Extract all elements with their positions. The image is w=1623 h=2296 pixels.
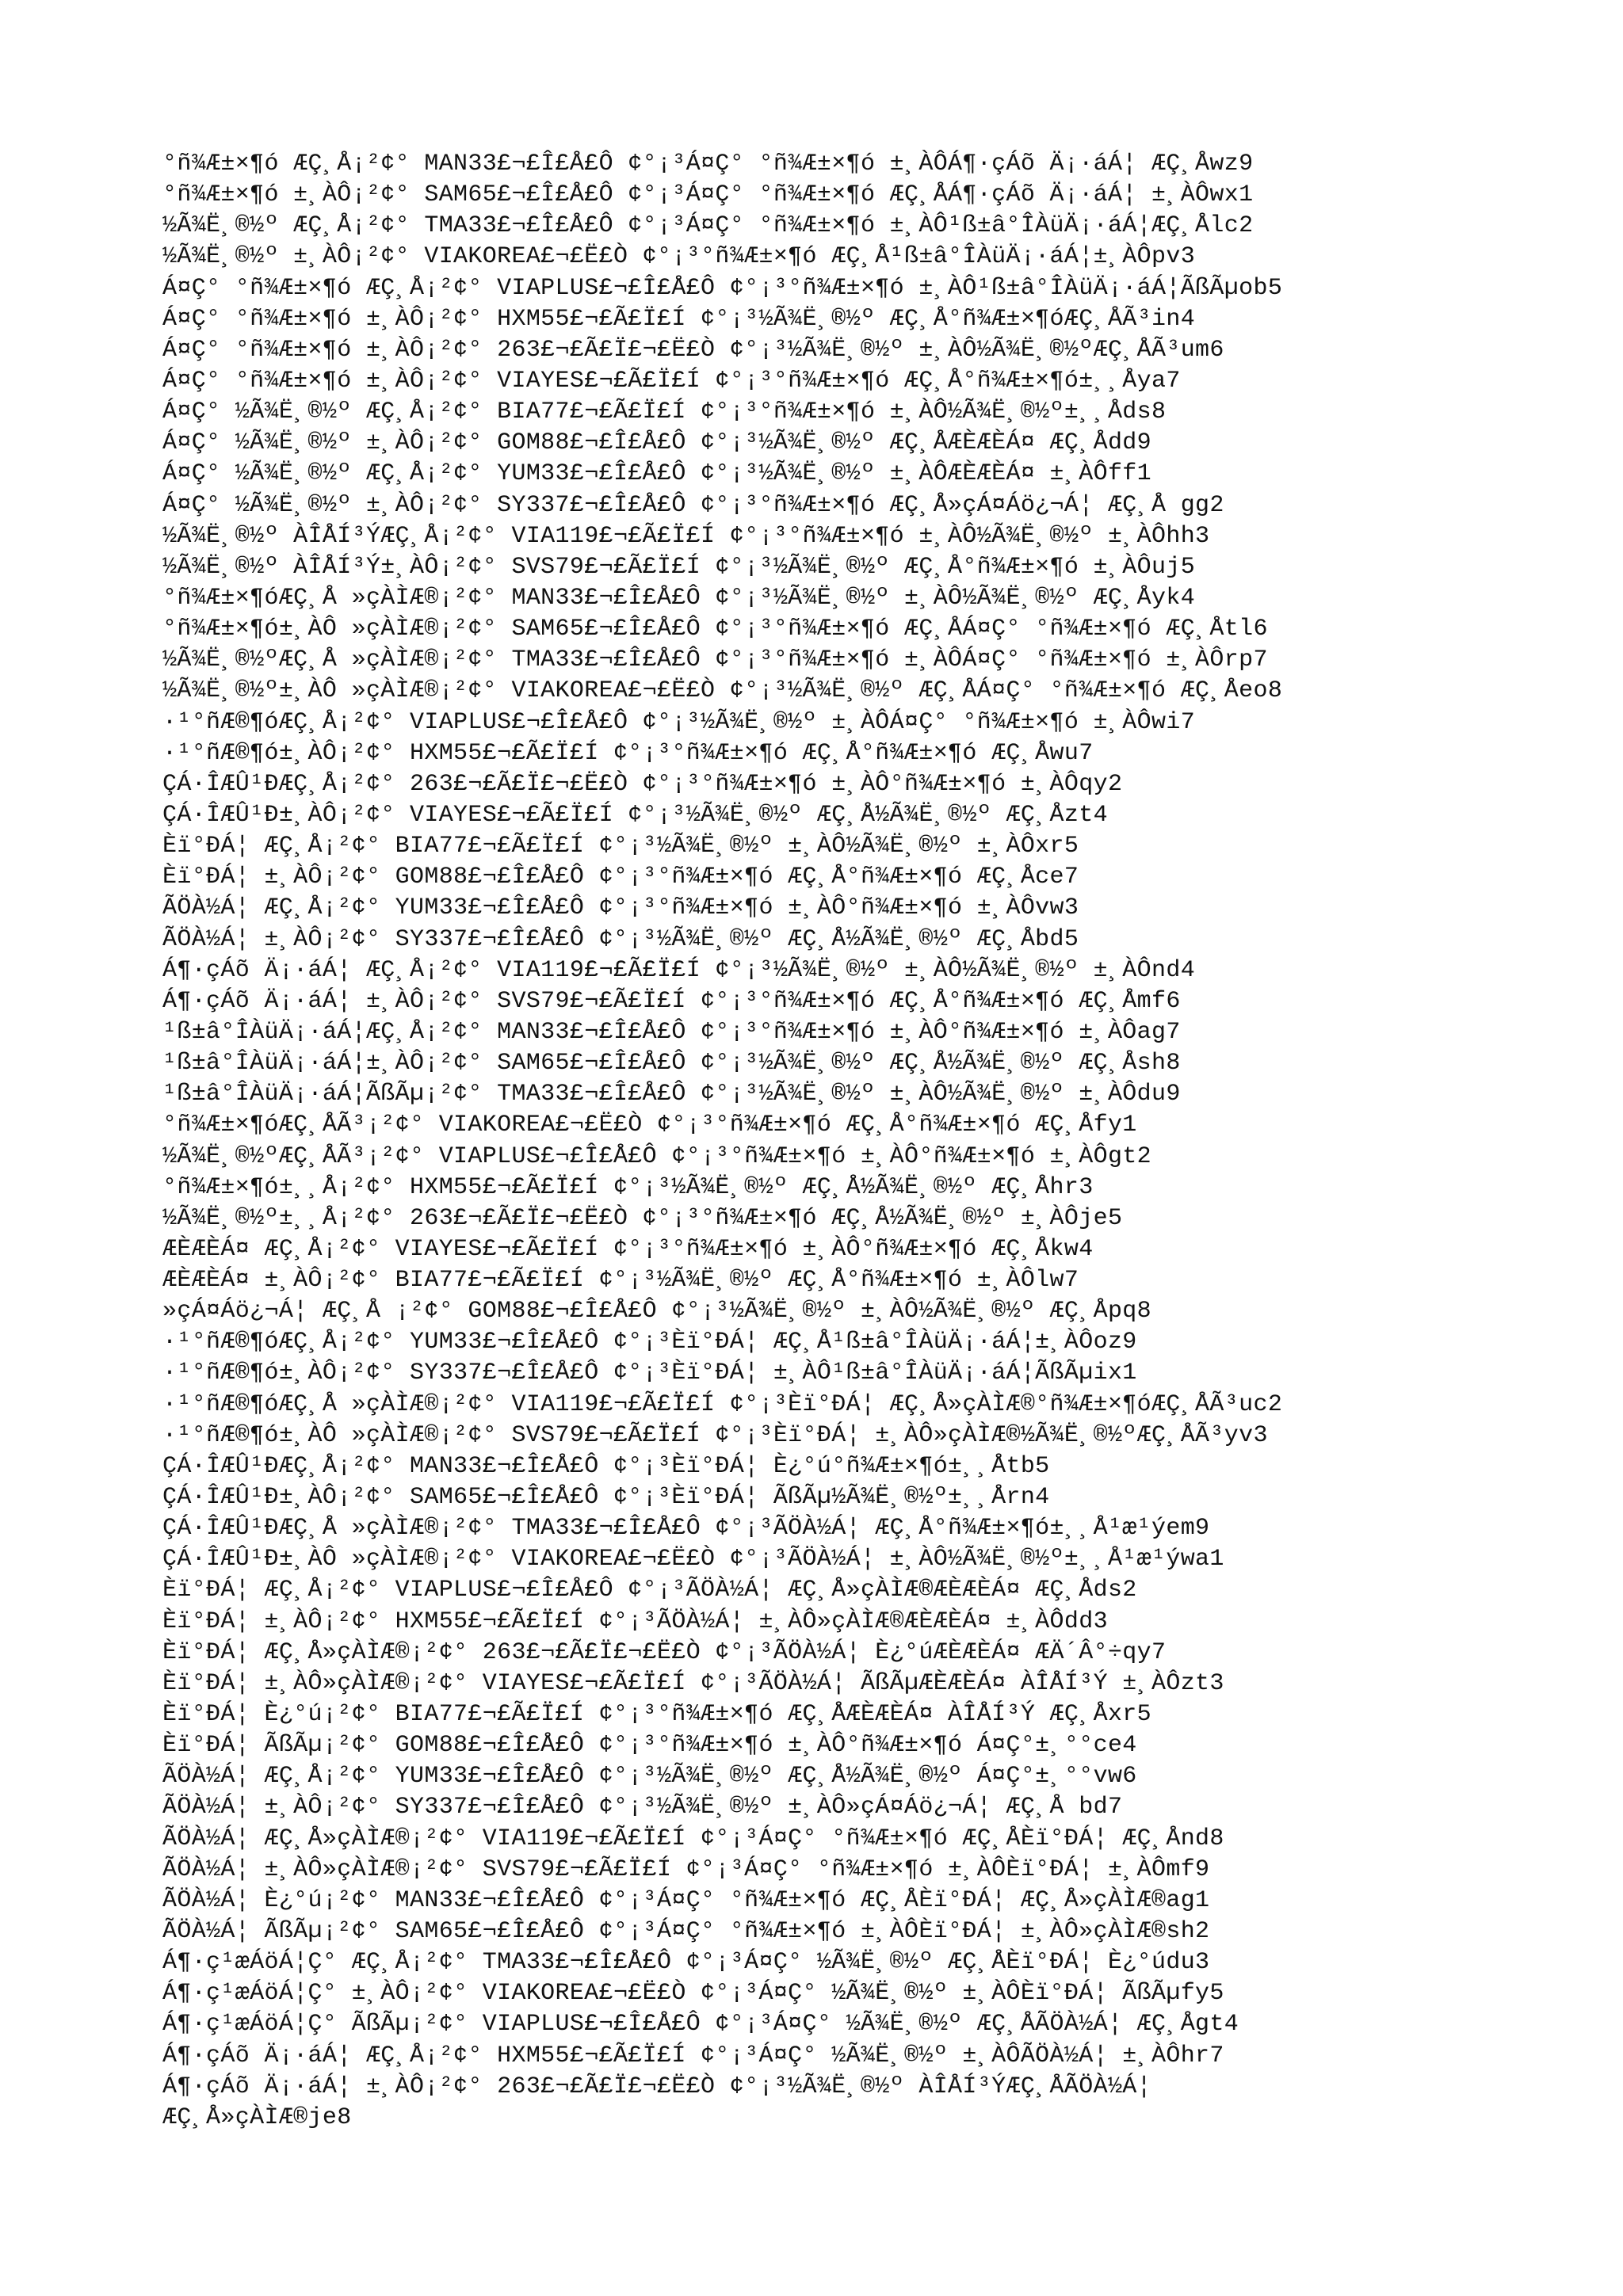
text-line: ÃÖÀ½Á¦ ±¸ÀÔ¡²¢° SY337£¬£Î£Å£Ô ¢°¡³½Ã¾Ë¸®½º ÆÇ¸Å½Ã¾Ë¸®½º ÆÇ¸Åbd5 — [162, 925, 1079, 953]
text-line: ÃÖÀ½Á¦ ÆÇ¸Å»çÀÌÆ®¡²¢° VIA119£¬£Ã£Ï£Í ¢°¡³Á¤Ç° °ñ¾Æ±×¶ó ÆÇ¸ÅÈï°ÐÁ¦ ÆÇ¸Ånd8 — [162, 1825, 1224, 1852]
text-line: °ñ¾Æ±×¶óÆÇ¸ÅÃ³¡²¢° VIAKOREA£¬£Ë£Ò ¢°¡³°ñ¾Æ±×¶ó ÆÇ¸Å°ñ¾Æ±×¶ó ÆÇ¸Åfy1 — [162, 1112, 1137, 1139]
text-line: ·¹°ñÆ®¶ó±¸ÀÔ¡²¢° HXM55£¬£Ã£Ï£Í ¢°¡³°ñ¾Æ±×¶ó ÆÇ¸Å°ñ¾Æ±×¶ó ÆÇ¸Åwu7 — [162, 739, 1094, 767]
text-line: °ñ¾Æ±×¶óÆÇ¸Å »çÀÌÆ®¡²¢° MAN33£¬£Î£Å£Ô ¢°¡³½Ã¾Ë¸®½º ±¸ÀÔ½Ã¾Ë¸®½º ÆÇ¸Åyk4 — [162, 584, 1196, 612]
text-line: ÇÁ·ÎÆÛ¹Ð±¸ÀÔ¡²¢° SAM65£¬£Î£Å£Ô ¢°¡³Èï°ÐÁ¦ ÃßÃµ½Ã¾Ë¸®½º±¸¸Årn4 — [162, 1484, 1050, 1512]
text-line: »çÁ¤Áö¿¬Á¦ ÆÇ¸Å ¡²¢° GOM88£¬£Î£Å£Ô ¢°¡³½Ã¾Ë¸®½º ±¸ÀÔ½Ã¾Ë¸®½º ÆÇ¸Åpq8 — [162, 1298, 1151, 1325]
text-line: ·¹°ñÆ®¶óÆÇ¸Å¡²¢° VIAPLUS£¬£Î£Å£Ô ¢°¡³½Ã¾Ë¸®½º ±¸ÀÔÁ¤Ç° °ñ¾Æ±×¶ó ±¸ÀÔwi7 — [162, 708, 1196, 736]
text-line: ÆÈÆÈÁ¤ ±¸ÀÔ¡²¢° BIA77£¬£Ã£Ï£Í ¢°¡³½Ã¾Ë¸®½º ÆÇ¸Å°ñ¾Æ±×¶ó ±¸ÀÔlw7 — [162, 1267, 1079, 1295]
text-line: Èï°ÐÁ¦ È¿°ú¡²¢° BIA77£¬£Ã£Ï£Í ¢°¡³°ñ¾Æ±×¶ó ÆÇ¸ÅÆÈÆÈÁ¤ ÀÎÅÍ³Ý ÆÇ¸Åxr5 — [162, 1701, 1151, 1729]
text-line: Á¤Ç° °ñ¾Æ±×¶ó ±¸ÀÔ¡²¢° VIAYES£¬£Ã£Ï£Í ¢°¡³°ñ¾Æ±×¶ó ÆÇ¸Å°ñ¾Æ±×¶ó±¸¸Åya7 — [162, 367, 1181, 395]
text-line: ½Ã¾Ë¸®½º±¸¸Å¡²¢° 263£¬£Ã£Ï£¬£Ë£Ò ¢°¡³°ñ¾Æ±×¶ó ÆÇ¸Å½Ã¾Ë¸®½º ±¸ÀÔje5 — [162, 1204, 1123, 1232]
text-line: ¹ß±â°ÎÀüÄ¡·áÁ¦±¸ÀÔ¡²¢° SAM65£¬£Î£Å£Ô ¢°¡³½Ã¾Ë¸®½º ÆÇ¸Å½Ã¾Ë¸®½º ÆÇ¸Åsh8 — [162, 1050, 1181, 1077]
text-line: ÇÁ·ÎÆÛ¹ÐÆÇ¸Å »çÀÌÆ®¡²¢° TMA33£¬£Î£Å£Ô ¢°¡³ÃÖÀ½Á¦ ÆÇ¸Å°ñ¾Æ±×¶ó±¸¸Å¹æ¹ýem9 — [162, 1515, 1210, 1543]
text-line: Á¶·ç¹æÁöÁ¦Ç° ÃßÃµ¡²¢° VIAPLUS£¬£Î£Å£Ô ¢°¡³Á¤Ç° ½Ã¾Ë¸®½º ÆÇ¸ÅÃÖÀ½Á¦ ÆÇ¸Ågt4 — [162, 2011, 1239, 2039]
text-line: ÇÁ·ÎÆÛ¹ÐÆÇ¸Å¡²¢° MAN33£¬£Î£Å£Ô ¢°¡³Èï°ÐÁ¦ È¿°ú°ñ¾Æ±×¶ó±¸¸Åtb5 — [162, 1452, 1050, 1480]
text-line: ½Ã¾Ë¸®½º ÀÎÅÍ³Ý±¸ÀÔ¡²¢° SVS79£¬£Ã£Ï£Í ¢°¡³½Ã¾Ë¸®½º ÆÇ¸Å°ñ¾Æ±×¶ó ±¸ÀÔuj5 — [162, 553, 1196, 581]
text-line: ·¹°ñÆ®¶óÆÇ¸Å¡²¢° YUM33£¬£Î£Å£Ô ¢°¡³Èï°ÐÁ¦ ÆÇ¸Å¹ß±â°ÎÀüÄ¡·áÁ¦±¸ÀÔoz9 — [162, 1329, 1137, 1356]
text-line: Á¶·çÁõ Ä¡·áÁ¦ ±¸ÀÔ¡²¢° SVS79£¬£Ã£Ï£Í ¢°¡³°ñ¾Æ±×¶ó ÆÇ¸Å°ñ¾Æ±×¶ó ÆÇ¸Åmf6 — [162, 987, 1181, 1015]
text-line: ÃÖÀ½Á¦ ÆÇ¸Å¡²¢° YUM33£¬£Î£Å£Ô ¢°¡³½Ã¾Ë¸®½º ÆÇ¸Å½Ã¾Ë¸®½º Á¤Ç°±¸°°vw6 — [162, 1763, 1137, 1791]
text-line: Èï°ÐÁ¦ ±¸ÀÔ¡²¢° HXM55£¬£Ã£Ï£Í ¢°¡³ÃÖÀ½Á¦ ±¸ÀÔ»çÀÌÆ®ÆÈÆÈÁ¤ ±¸ÀÔdd3 — [162, 1608, 1108, 1635]
text-line: ÇÁ·ÎÆÛ¹ÐÆÇ¸Å¡²¢° 263£¬£Ã£Ï£¬£Ë£Ò ¢°¡³°ñ¾Æ±×¶ó ±¸ÀÔ°ñ¾Æ±×¶ó ±¸ÀÔqy2 — [162, 770, 1123, 798]
text-line: Èï°ÐÁ¦ ÆÇ¸Å¡²¢° VIAPLUS£¬£Î£Å£Ô ¢°¡³ÃÖÀ½Á¦ ÆÇ¸Å»çÀÌÆ®ÆÈÆÈÁ¤ ÆÇ¸Åds2 — [162, 1577, 1137, 1604]
text-line: ÆÈÆÈÁ¤ ÆÇ¸Å¡²¢° VIAYES£¬£Ã£Ï£Í ¢°¡³°ñ¾Æ±×¶ó ±¸ÀÔ°ñ¾Æ±×¶ó ÆÇ¸Åkw4 — [162, 1235, 1094, 1263]
text-line: Á¤Ç° °ñ¾Æ±×¶ó ±¸ÀÔ¡²¢° 263£¬£Ã£Ï£¬£Ë£Ò ¢°¡³½Ã¾Ë¸®½º ±¸ÀÔ½Ã¾Ë¸®½ºÆÇ¸ÅÃ³um6 — [162, 336, 1224, 364]
text-line: °ñ¾Æ±×¶ó±¸ÀÔ »çÀÌÆ®¡²¢° SAM65£¬£Î£Å£Ô ¢°¡³°ñ¾Æ±×¶ó ÆÇ¸ÅÁ¤Ç° °ñ¾Æ±×¶ó ÆÇ¸Åtl6 — [162, 616, 1268, 643]
text-line: ·¹°ñÆ®¶ó±¸ÀÔ »çÀÌÆ®¡²¢° SVS79£¬£Ã£Ï£Í ¢°¡³Èï°ÐÁ¦ ±¸ÀÔ»çÀÌÆ®½Ã¾Ë¸®½ºÆÇ¸ÅÃ³yv3 — [162, 1421, 1268, 1449]
text-line: °ñ¾Æ±×¶ó ÆÇ¸Å¡²¢° MAN33£¬£Î£Å£Ô ¢°¡³Á¤Ç° °ñ¾Æ±×¶ó ±¸ÀÔÁ¶·çÁõ Ä¡·áÁ¦ ÆÇ¸Åwz9 — [162, 151, 1254, 177]
text-line: Á¤Ç° ½Ã¾Ë¸®½º ±¸ÀÔ¡²¢° SY337£¬£Î£Å£Ô ¢°¡³°ñ¾Æ±×¶ó ÆÇ¸Å»çÁ¤Áö¿¬Á¦ ÆÇ¸Å gg2 — [162, 491, 1224, 519]
text-line: ÃÖÀ½Á¦ ÃßÃµ¡²¢° SAM65£¬£Î£Å£Ô ¢°¡³Á¤Ç° °ñ¾Æ±×¶ó ±¸ÀÔÈï°ÐÁ¦ ±¸ÀÔ»çÀÌÆ®sh2 — [162, 1918, 1210, 1946]
text-line: ½Ã¾Ë¸®½ºÆÇ¸Å »çÀÌÆ®¡²¢° TMA33£¬£Î£Å£Ô ¢°¡³°ñ¾Æ±×¶ó ±¸ÀÔÁ¤Ç° °ñ¾Æ±×¶ó ±¸ÀÔrp7 — [162, 646, 1268, 674]
text-line: ¹ß±â°ÎÀüÄ¡·áÁ¦ÃßÃµ¡²¢° TMA33£¬£Î£Å£Ô ¢°¡³½Ã¾Ë¸®½º ±¸ÀÔ½Ã¾Ë¸®½º ±¸ÀÔdu9 — [162, 1081, 1181, 1108]
text-line: Èï°ÐÁ¦ ±¸ÀÔ¡²¢° GOM88£¬£Î£Å£Ô ¢°¡³°ñ¾Æ±×¶ó ÆÇ¸Å°ñ¾Æ±×¶ó ÆÇ¸Åce7 — [162, 864, 1079, 891]
text-line: ½Ã¾Ë¸®½º±¸ÀÔ »çÀÌÆ®¡²¢° VIAKOREA£¬£Ë£Ò ¢°¡³½Ã¾Ë¸®½º ÆÇ¸ÅÁ¤Ç° °ñ¾Æ±×¶ó ÆÇ¸Åeo8 — [162, 677, 1283, 705]
text-line: ½Ã¾Ë¸®½º ÆÇ¸Å¡²¢° TMA33£¬£Î£Å£Ô ¢°¡³Á¤Ç° °ñ¾Æ±×¶ó ±¸ÀÔ¹ß±â°ÎÀüÄ¡·áÁ¦ÆÇ¸Ålc2 — [162, 212, 1254, 240]
text-line: ½Ã¾Ë¸®½ºÆÇ¸ÅÃ³¡²¢° VIAPLUS£¬£Î£Å£Ô ¢°¡³°ñ¾Æ±×¶ó ±¸ÀÔ°ñ¾Æ±×¶ó ±¸ÀÔgt2 — [162, 1142, 1151, 1170]
text-line: Á¤Ç° °ñ¾Æ±×¶ó ÆÇ¸Å¡²¢° VIAPLUS£¬£Î£Å£Ô ¢°¡³°ñ¾Æ±×¶ó ±¸ÀÔ¹ß±â°ÎÀüÄ¡·áÁ¦ÃßÃµob5 — [162, 274, 1283, 302]
text-line: Á¶·çÁõ Ä¡·áÁ¦ ÆÇ¸Å¡²¢° VIA119£¬£Ã£Ï£Í ¢°¡³½Ã¾Ë¸®½º ±¸ÀÔ½Ã¾Ë¸®½º ±¸ÀÔnd4 — [162, 956, 1196, 984]
text-line: Èï°ÐÁ¦ ±¸ÀÔ»çÀÌÆ®¡²¢° VIAYES£¬£Ã£Ï£Í ¢°¡³ÃÖÀ½Á¦ ÃßÃµÆÈÆÈÁ¤ ÀÎÅÍ³Ý ±¸ÀÔzt3 — [162, 1669, 1224, 1697]
text-line: Á¤Ç° °ñ¾Æ±×¶ó ±¸ÀÔ¡²¢° HXM55£¬£Ã£Ï£Í ¢°¡³½Ã¾Ë¸®½º ÆÇ¸Å°ñ¾Æ±×¶óÆÇ¸ÅÃ³in4 — [162, 305, 1196, 333]
text-line: Á¤Ç° ½Ã¾Ë¸®½º ÆÇ¸Å¡²¢° YUM33£¬£Î£Å£Ô ¢°¡³½Ã¾Ë¸®½º ±¸ÀÔÆÈÆÈÁ¤ ±¸ÀÔff1 — [162, 460, 1151, 488]
text-line: Èï°ÐÁ¦ ÆÇ¸Å¡²¢° BIA77£¬£Ã£Ï£Í ¢°¡³½Ã¾Ë¸®½º ±¸ÀÔ½Ã¾Ë¸®½º ±¸ÀÔxr5 — [162, 833, 1079, 860]
text-line: ·¹°ñÆ®¶ó±¸ÀÔ¡²¢° SY337£¬£Î£Å£Ô ¢°¡³Èï°ÐÁ¦ ±¸ÀÔ¹ß±â°ÎÀüÄ¡·áÁ¦ÃßÃµix1 — [162, 1360, 1137, 1387]
text-line: ÃÖÀ½Á¦ È¿°ú¡²¢° MAN33£¬£Î£Å£Ô ¢°¡³Á¤Ç° °ñ¾Æ±×¶ó ÆÇ¸ÅÈï°ÐÁ¦ ÆÇ¸Å»çÀÌÆ®ag1 — [162, 1886, 1210, 1914]
text-line: °ñ¾Æ±×¶ó ±¸ÀÔ¡²¢° SAM65£¬£Î£Å£Ô ¢°¡³Á¤Ç° °ñ¾Æ±×¶ó ÆÇ¸ÅÁ¶·çÁõ Ä¡·áÁ¦ ±¸ÀÔwx1 — [162, 181, 1254, 209]
text-line: Á¶·çÁõ Ä¡·áÁ¦ ±¸ÀÔ¡²¢° 263£¬£Ã£Ï£¬£Ë£Ò ¢°¡³½Ã¾Ë¸®½º ÀÎÅÍ³ÝÆÇ¸ÅÃÖÀ½Á¦ — [162, 2073, 1151, 2100]
text-line: Èï°ÐÁ¦ ÆÇ¸Å»çÀÌÆ®¡²¢° 263£¬£Ã£Ï£¬£Ë£Ò ¢°¡³ÃÖÀ½Á¦ È¿°úÆÈÆÈÁ¤ ÆÄ´Â°÷qy7 — [162, 1638, 1167, 1666]
text-line: ÃÖÀ½Á¦ ÆÇ¸Å¡²¢° YUM33£¬£Î£Å£Ô ¢°¡³°ñ¾Æ±×¶ó ±¸ÀÔ°ñ¾Æ±×¶ó ±¸ÀÔvw3 — [162, 894, 1079, 922]
text-line: ÆÇ¸Å»çÀÌÆ®je8 — [162, 2103, 352, 2131]
text-line: Á¶·ç¹æÁöÁ¦Ç° ±¸ÀÔ¡²¢° VIAKOREA£¬£Ë£Ò ¢°¡³Á¤Ç° ½Ã¾Ë¸®½º ±¸ÀÔÈï°ÐÁ¦ ÃßÃµfy5 — [162, 1980, 1224, 2008]
text-line: ÃÖÀ½Á¦ ±¸ÀÔ¡²¢° SY337£¬£Î£Å£Ô ¢°¡³½Ã¾Ë¸®½º ±¸ÀÔ»çÁ¤Áö¿¬Á¦ ÆÇ¸Å bd7 — [162, 1794, 1123, 1821]
text-line: Á¶·çÁõ Ä¡·áÁ¦ ÆÇ¸Å¡²¢° HXM55£¬£Ã£Ï£Í ¢°¡³Á¤Ç° ½Ã¾Ë¸®½º ±¸ÀÔÃÖÀ½Á¦ ±¸ÀÔhr7 — [162, 2042, 1224, 2069]
text-line: Á¤Ç° ½Ã¾Ë¸®½º ÆÇ¸Å¡²¢° BIA77£¬£Ã£Ï£Í ¢°¡³°ñ¾Æ±×¶ó ±¸ÀÔ½Ã¾Ë¸®½º±¸¸Åds8 — [162, 399, 1167, 426]
text-line: ÇÁ·ÎÆÛ¹Ð±¸ÀÔ¡²¢° VIAYES£¬£Ã£Ï£Í ¢°¡³½Ã¾Ë¸®½º ÆÇ¸Å½Ã¾Ë¸®½º ÆÇ¸Åzt4 — [162, 801, 1108, 829]
text-line: ·¹°ñÆ®¶óÆÇ¸Å »çÀÌÆ®¡²¢° VIA119£¬£Ã£Ï£Í ¢°¡³Èï°ÐÁ¦ ÆÇ¸Å»çÀÌÆ®°ñ¾Æ±×¶óÆÇ¸ÅÃ³uc2 — [162, 1390, 1283, 1418]
text-line: ÇÁ·ÎÆÛ¹Ð±¸ÀÔ »çÀÌÆ®¡²¢° VIAKOREA£¬£Ë£Ò ¢°¡³ÃÖÀ½Á¦ ±¸ÀÔ½Ã¾Ë¸®½º±¸¸Å¹æ¹ýwa1 — [162, 1546, 1224, 1573]
text-line: Èï°ÐÁ¦ ÃßÃµ¡²¢° GOM88£¬£Î£Å£Ô ¢°¡³°ñ¾Æ±×¶ó ±¸ÀÔ°ñ¾Æ±×¶ó Á¤Ç°±¸°°ce4 — [162, 1732, 1137, 1760]
document-body — [162, 149, 1573, 2134]
text-line: Á¤Ç° ½Ã¾Ë¸®½º ±¸ÀÔ¡²¢° GOM88£¬£Î£Å£Ô ¢°¡³½Ã¾Ë¸®½º ÆÇ¸ÅÆÈÆÈÁ¤ ÆÇ¸Ådd9 — [162, 429, 1151, 457]
text-line: ½Ã¾Ë¸®½º ±¸ÀÔ¡²¢° VIAKOREA£¬£Ë£Ò ¢°¡³°ñ¾Æ±×¶ó ÆÇ¸Å¹ß±â°ÎÀüÄ¡·áÁ¦±¸ÀÔpv3 — [162, 243, 1196, 271]
text-line: ÃÖÀ½Á¦ ±¸ÀÔ»çÀÌÆ®¡²¢° SVS79£¬£Ã£Ï£Í ¢°¡³Á¤Ç° °ñ¾Æ±×¶ó ±¸ÀÔÈï°ÐÁ¦ ±¸ÀÔmf9 — [162, 1855, 1210, 1883]
text-line: ½Ã¾Ë¸®½º ÀÎÅÍ³ÝÆÇ¸Å¡²¢° VIA119£¬£Ã£Ï£Í ¢°¡³°ñ¾Æ±×¶ó ±¸ÀÔ½Ã¾Ë¸®½º ±¸ÀÔhh3 — [162, 522, 1210, 550]
text-line: °ñ¾Æ±×¶ó±¸¸Å¡²¢° HXM55£¬£Ã£Ï£Í ¢°¡³½Ã¾Ë¸®½º ÆÇ¸Å½Ã¾Ë¸®½º ÆÇ¸Åhr3 — [162, 1173, 1094, 1201]
text-line: Á¶·ç¹æÁöÁ¦Ç° ÆÇ¸Å¡²¢° TMA33£¬£Î£Å£Ô ¢°¡³Á¤Ç° ½Ã¾Ë¸®½º ÆÇ¸ÅÈï°ÐÁ¦ È¿°údu3 — [162, 1949, 1210, 1977]
text-line: ¹ß±â°ÎÀüÄ¡·áÁ¦ÆÇ¸Å¡²¢° MAN33£¬£Î£Å£Ô ¢°¡³°ñ¾Æ±×¶ó ±¸ÀÔ°ñ¾Æ±×¶ó ±¸ÀÔag7 — [162, 1018, 1181, 1046]
